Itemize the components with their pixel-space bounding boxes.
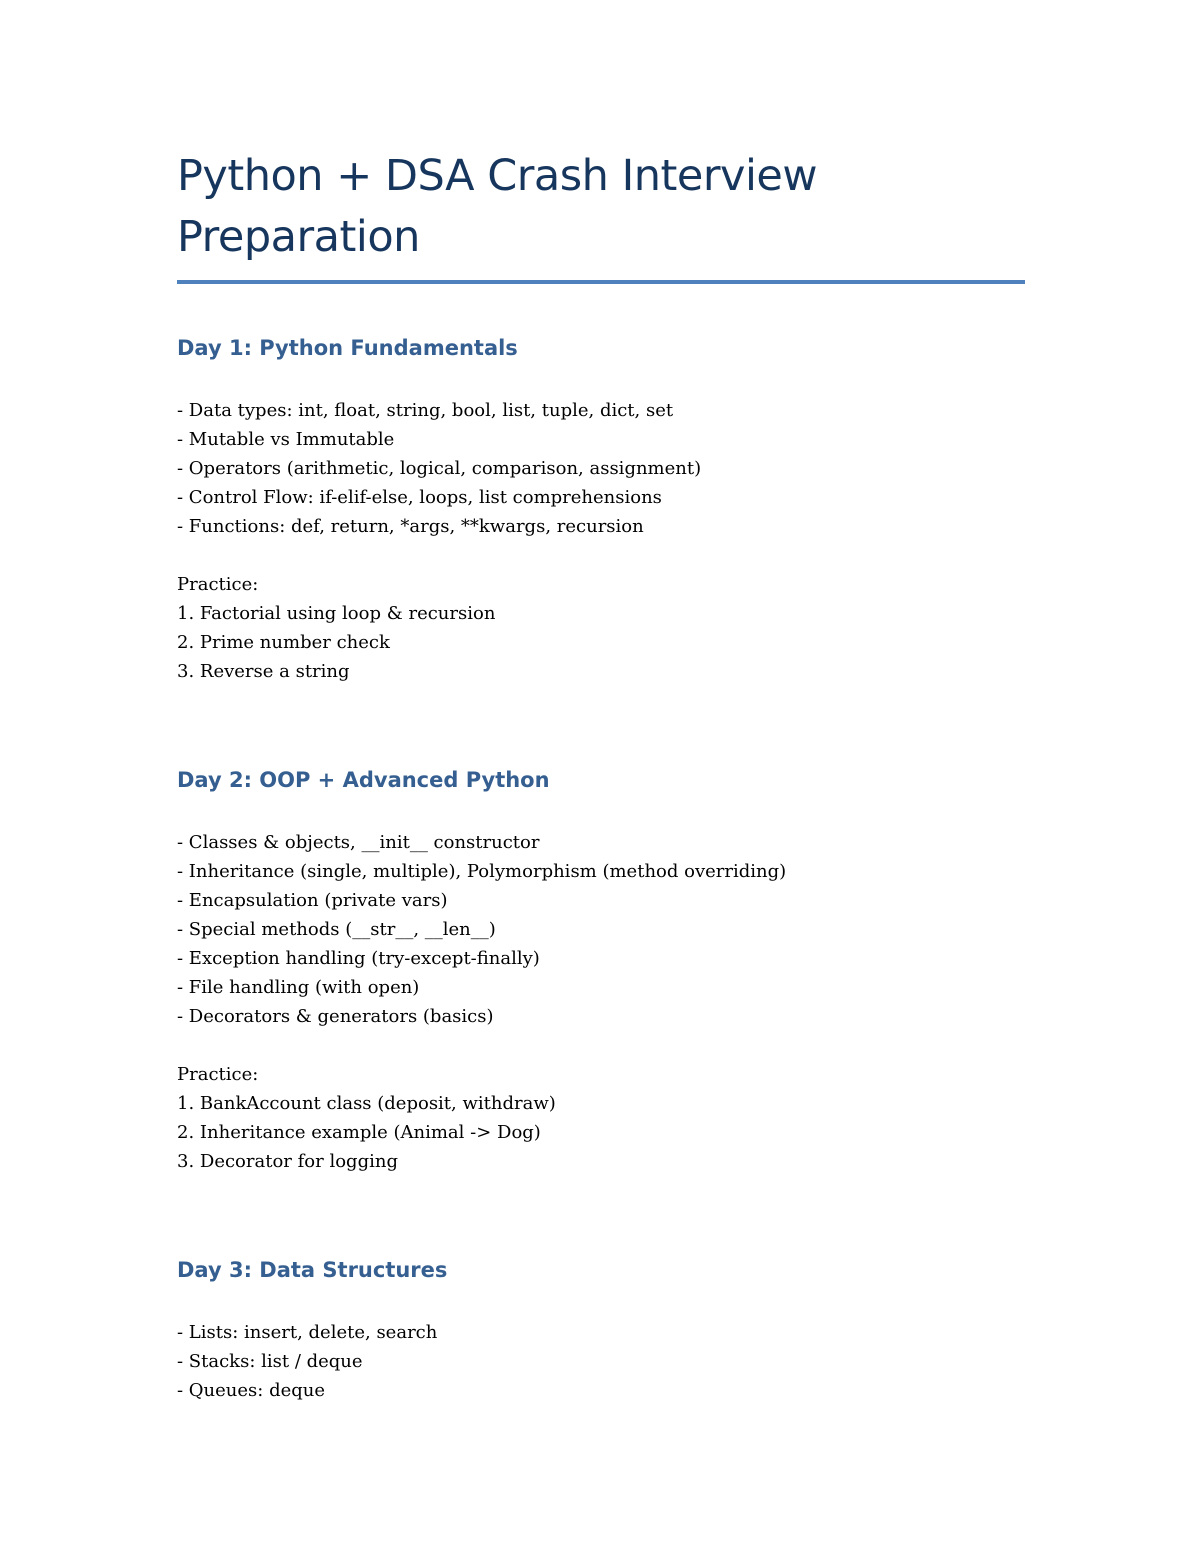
section-day-2 [177, 766, 1025, 1176]
section-day-3 [177, 1256, 1025, 1405]
section-heading: Day 3: Data Structures [177, 1258, 448, 1282]
list-item: - Decorators & generators (basics) [177, 1006, 494, 1027]
section-heading: Day 2: OOP + Advanced Python [177, 768, 550, 792]
topic-list [177, 1318, 1025, 1405]
document-title [177, 146, 1025, 280]
list-item: - Mutable vs Immutable [177, 429, 395, 450]
practice-label: Practice: [177, 574, 259, 595]
title-underline [177, 280, 1025, 284]
list-item: - Queues: deque [177, 1380, 326, 1401]
list-item: - Exception handling (try-except-finally) [177, 948, 540, 969]
list-item: - Classes & objects, __init__ constructor [177, 832, 540, 853]
topic-list [177, 396, 1025, 541]
title-line-2: Preparation [177, 212, 420, 262]
list-item: 2. Inheritance example (Animal -> Dog) [177, 1122, 541, 1143]
list-item: - Control Flow: if-elif-else, loops, list comprehensions [177, 487, 662, 508]
topic-list [177, 828, 1025, 1031]
section-day-1 [177, 334, 1025, 686]
list-item: - Functions: def, return, *args, **kwargs, recursion [177, 516, 644, 537]
list-item: - Data types: int, float, string, bool, list, tuple, dict, set [177, 400, 674, 421]
title-line-1: Python + DSA Crash Interview [177, 151, 818, 201]
document-body [177, 146, 1025, 1405]
practice-label: Practice: [177, 1064, 259, 1085]
section-heading: Day 1: Python Fundamentals [177, 336, 518, 360]
list-item: - Inheritance (single, multiple), Polymorphism (method overriding) [177, 861, 787, 882]
list-item: - Operators (arithmetic, logical, comparison, assignment) [177, 458, 702, 479]
list-item: 1. BankAccount class (deposit, withdraw) [177, 1093, 556, 1114]
list-item: 1. Factorial using loop & recursion [177, 603, 496, 624]
list-item: 3. Reverse a string [177, 661, 350, 682]
practice-list [177, 1089, 1025, 1176]
list-item: - Special methods (__str__, __len__) [177, 919, 496, 940]
list-item: - Stacks: list / deque [177, 1351, 363, 1372]
practice-list [177, 599, 1025, 686]
list-item: - Encapsulation (private vars) [177, 890, 448, 911]
list-item: 2. Prime number check [177, 632, 390, 653]
list-item: - File handling (with open) [177, 977, 420, 998]
list-item: - Lists: insert, delete, search [177, 1322, 438, 1343]
list-item: 3. Decorator for logging [177, 1151, 398, 1172]
